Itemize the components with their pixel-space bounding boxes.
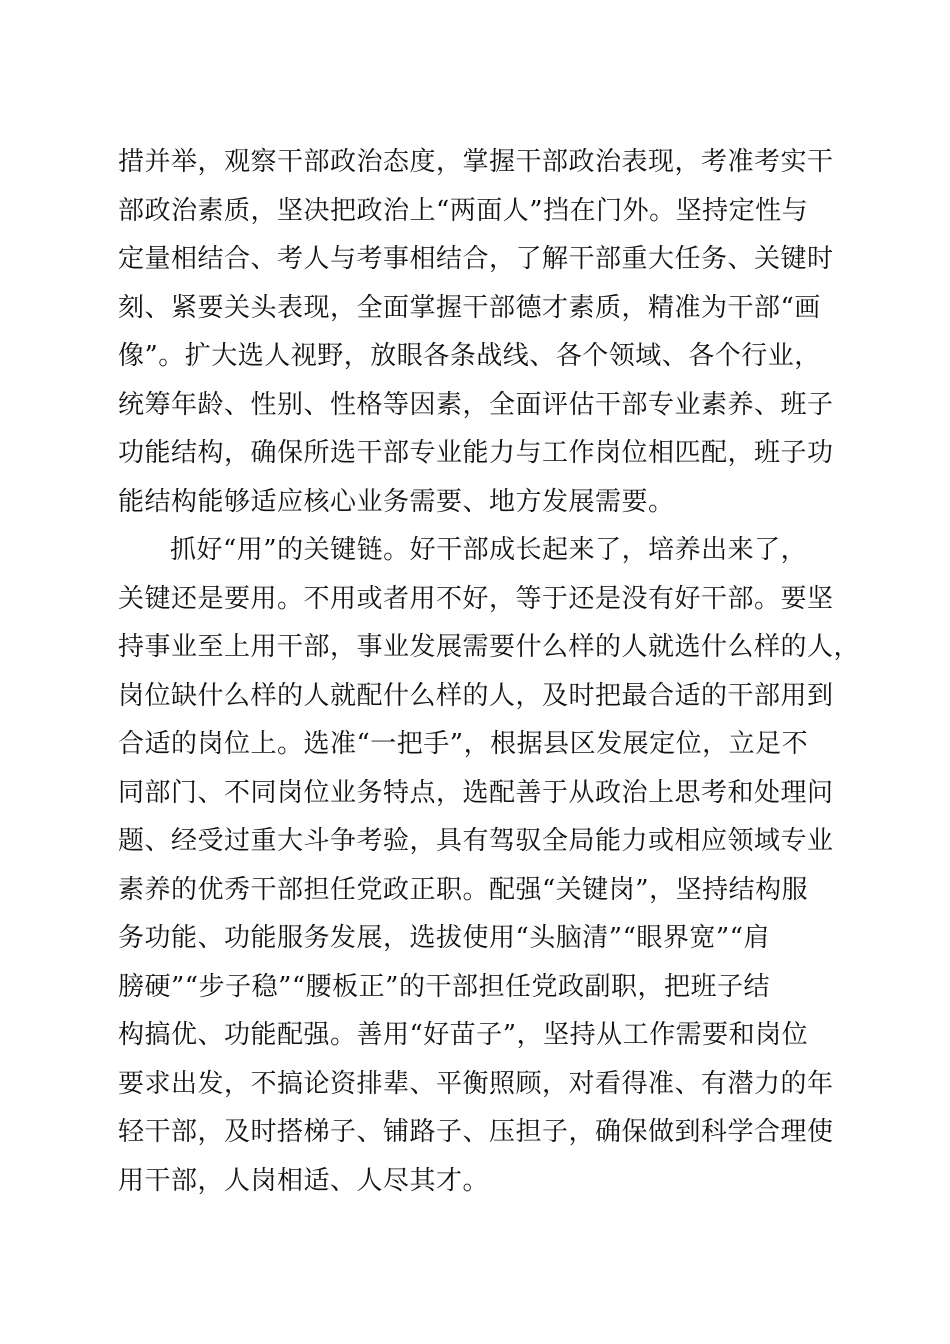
text-line: 合适的岗位上。选准“一把手”，根据县区发展定位，立足不 — [118, 729, 809, 759]
text-line: 素养的优秀干部担任党政正职。配强“关键岗”，坚持结构服 — [118, 874, 809, 905]
text-line: 务功能、功能服务发展，选拔使用“头脑清”“眼界宽”“肩 — [118, 923, 770, 953]
text-line: 措并举，观察干部政治态度，掌握干部政治表现，考准考实干 — [118, 147, 834, 177]
text-line: 关键还是要用。不用或者用不好，等于还是没有好干部。要坚 — [118, 583, 834, 614]
text-line: 刻、紧要关头表现，全面掌握干部德才素质，精准为干部“画 — [118, 292, 821, 323]
paragraph-2 — [118, 526, 861, 1205]
text-line: 题、经受过重大斗争考验，具有驾驭全局能力或相应领域专业 — [118, 826, 834, 856]
text-line: 部政治素质，坚决把政治上“两面人”挡在门外。坚持定性与 — [118, 195, 809, 226]
paragraph-1 — [118, 138, 838, 526]
text-line: 同部门、不同岗位业务特点，选配善于从政治上思考和处理问 — [118, 777, 834, 808]
text-line: 像”。扩大选人视野，放眼各条战线、各个领域、各个行业， — [118, 341, 821, 371]
text-line: 要求出发，不搞论资排辈、平衡照顾，对看得准、有潜力的年 — [118, 1068, 834, 1099]
text-line: 构搞优、功能配强。善用“好苗子”，坚持从工作需要和岗位 — [118, 1020, 809, 1050]
text-line: 功能结构，确保所选干部专业能力与工作岗位相匹配，班子功 — [118, 438, 834, 468]
text-line: 抓好“用”的关键链。好干部成长起来了，培养出来了， — [170, 535, 808, 565]
text-line: 轻干部，及时搭梯子、铺路子、压担子，确保做到科学合理使 — [118, 1117, 834, 1147]
text-line: 膀硬”“步子稳”“腰板正”的干部担任党政副职，把班子结 — [118, 971, 770, 1002]
text-line: 岗位缺什么样的人就配什么样的人，及时把最合适的干部用到 — [118, 680, 834, 711]
body-text — [118, 138, 861, 1205]
text-line: 持事业至上用干部，事业发展需要什么样的人就选什么样的人， — [118, 632, 861, 662]
text-line: 能结构能够适应核心业务需要、地方发展需要。 — [118, 486, 675, 517]
text-line: 统筹年龄、性别、性格等因素，全面评估干部专业素养、班子 — [118, 389, 834, 420]
text-line: 定量相结合、考人与考事相结合，了解干部重大任务、关键时 — [118, 244, 834, 274]
text-line: 用干部，人岗相适、人尽其才。 — [118, 1165, 490, 1196]
